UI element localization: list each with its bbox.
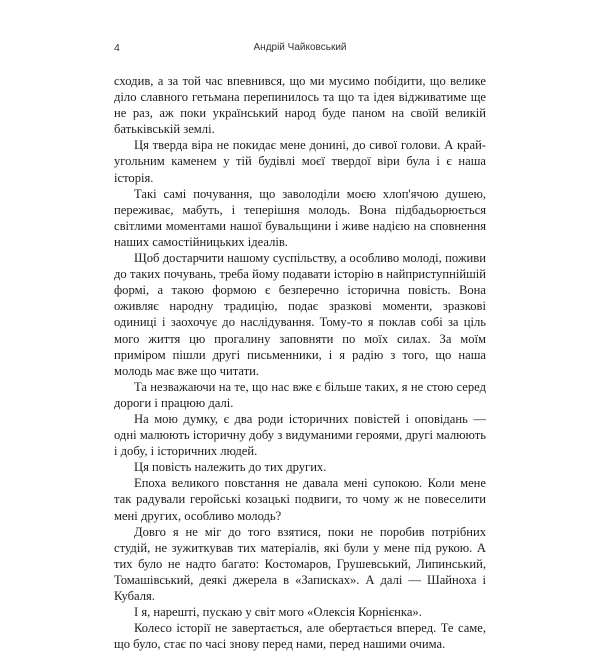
paragraph: Такі самі почування, що заволоділи моєю хлоп'ячою душею, переживає, мабуть, і теперішня молодь. Вона підбадьорюється світлими моментами нашої бувальщини і живе надією на сповнення наших самостійницьких ідеалів. (114, 186, 486, 249)
paragraph: Колесо історії не завертається, але обертається вперед. Те саме, що було, стає по часі знову перед нами, перед нашими очима. (114, 621, 486, 652)
paragraph: Довго я не міг до того взятися, поки не поробив потрібних студій, не зужиткував тих матеріалів, які були у мене під рукою. А тих було не надто багато: Костомаров, Грушевський, Липинський, Томашівський, деякі джерела в «Записках». А далі — Шайноха і Кубаля. (114, 524, 486, 603)
running-head-author: Андрій Чайковський (253, 42, 347, 53)
paragraph: Епоха великого повстання не давала мені супокою. Коли мене так радували геройські козацькі подвиги, то чому ж не повеселити мені других, особливо молодь? (114, 476, 486, 523)
paragraph: Щоб достарчити нашому суспільству, а особливо молоді, поживи до таких почувань, треба йому подавати історію в найприступнійшій формі, а такою формою є безперечно історична повість. Вона оживляє народну традицію, подає зразкові моменти, зразкові одиниці і заохочує до наслідування. Тому-то я поклав собі за ціль мого життя цю прогалину заповняти по моїх силах. За моїм приміром пішли другі письменники, і я радію з того, що наша молодь має вже що читати. (114, 251, 486, 378)
paragraph: Та незважаючи на те, що нас вже є більше таких, я не стою серед дороги і працюю далі. (114, 379, 486, 410)
paragraph: Ця повість належить до тих других. (134, 460, 327, 475)
running-head (114, 42, 486, 58)
paragraph: На мою думку, є два роди історичних повістей і оповідань — одні малюють історичну добу з видуманими героями, другі малюють і добу, і історичних людей. (114, 411, 486, 459)
paragraph: І я, нарешті, пускаю у світ мого «Олексія Корнієнка». (134, 605, 422, 620)
page-number: 4 (114, 42, 120, 54)
paragraph: Ця тверда віра не покидає мене донині, до сивої голови. А край-угольним каменем у тій будівлі моєї твердої віри була і є наша історія. (114, 138, 486, 185)
paragraph: сходив, а за той час впевнився, що ми мусимо побідити, що велике діло славного гетьмана перепинилось та що та ідея відживатиме ще не раз, аж поки український народ буде паном на своїй великій батьківській землі. (114, 74, 486, 137)
body-text (114, 73, 486, 652)
